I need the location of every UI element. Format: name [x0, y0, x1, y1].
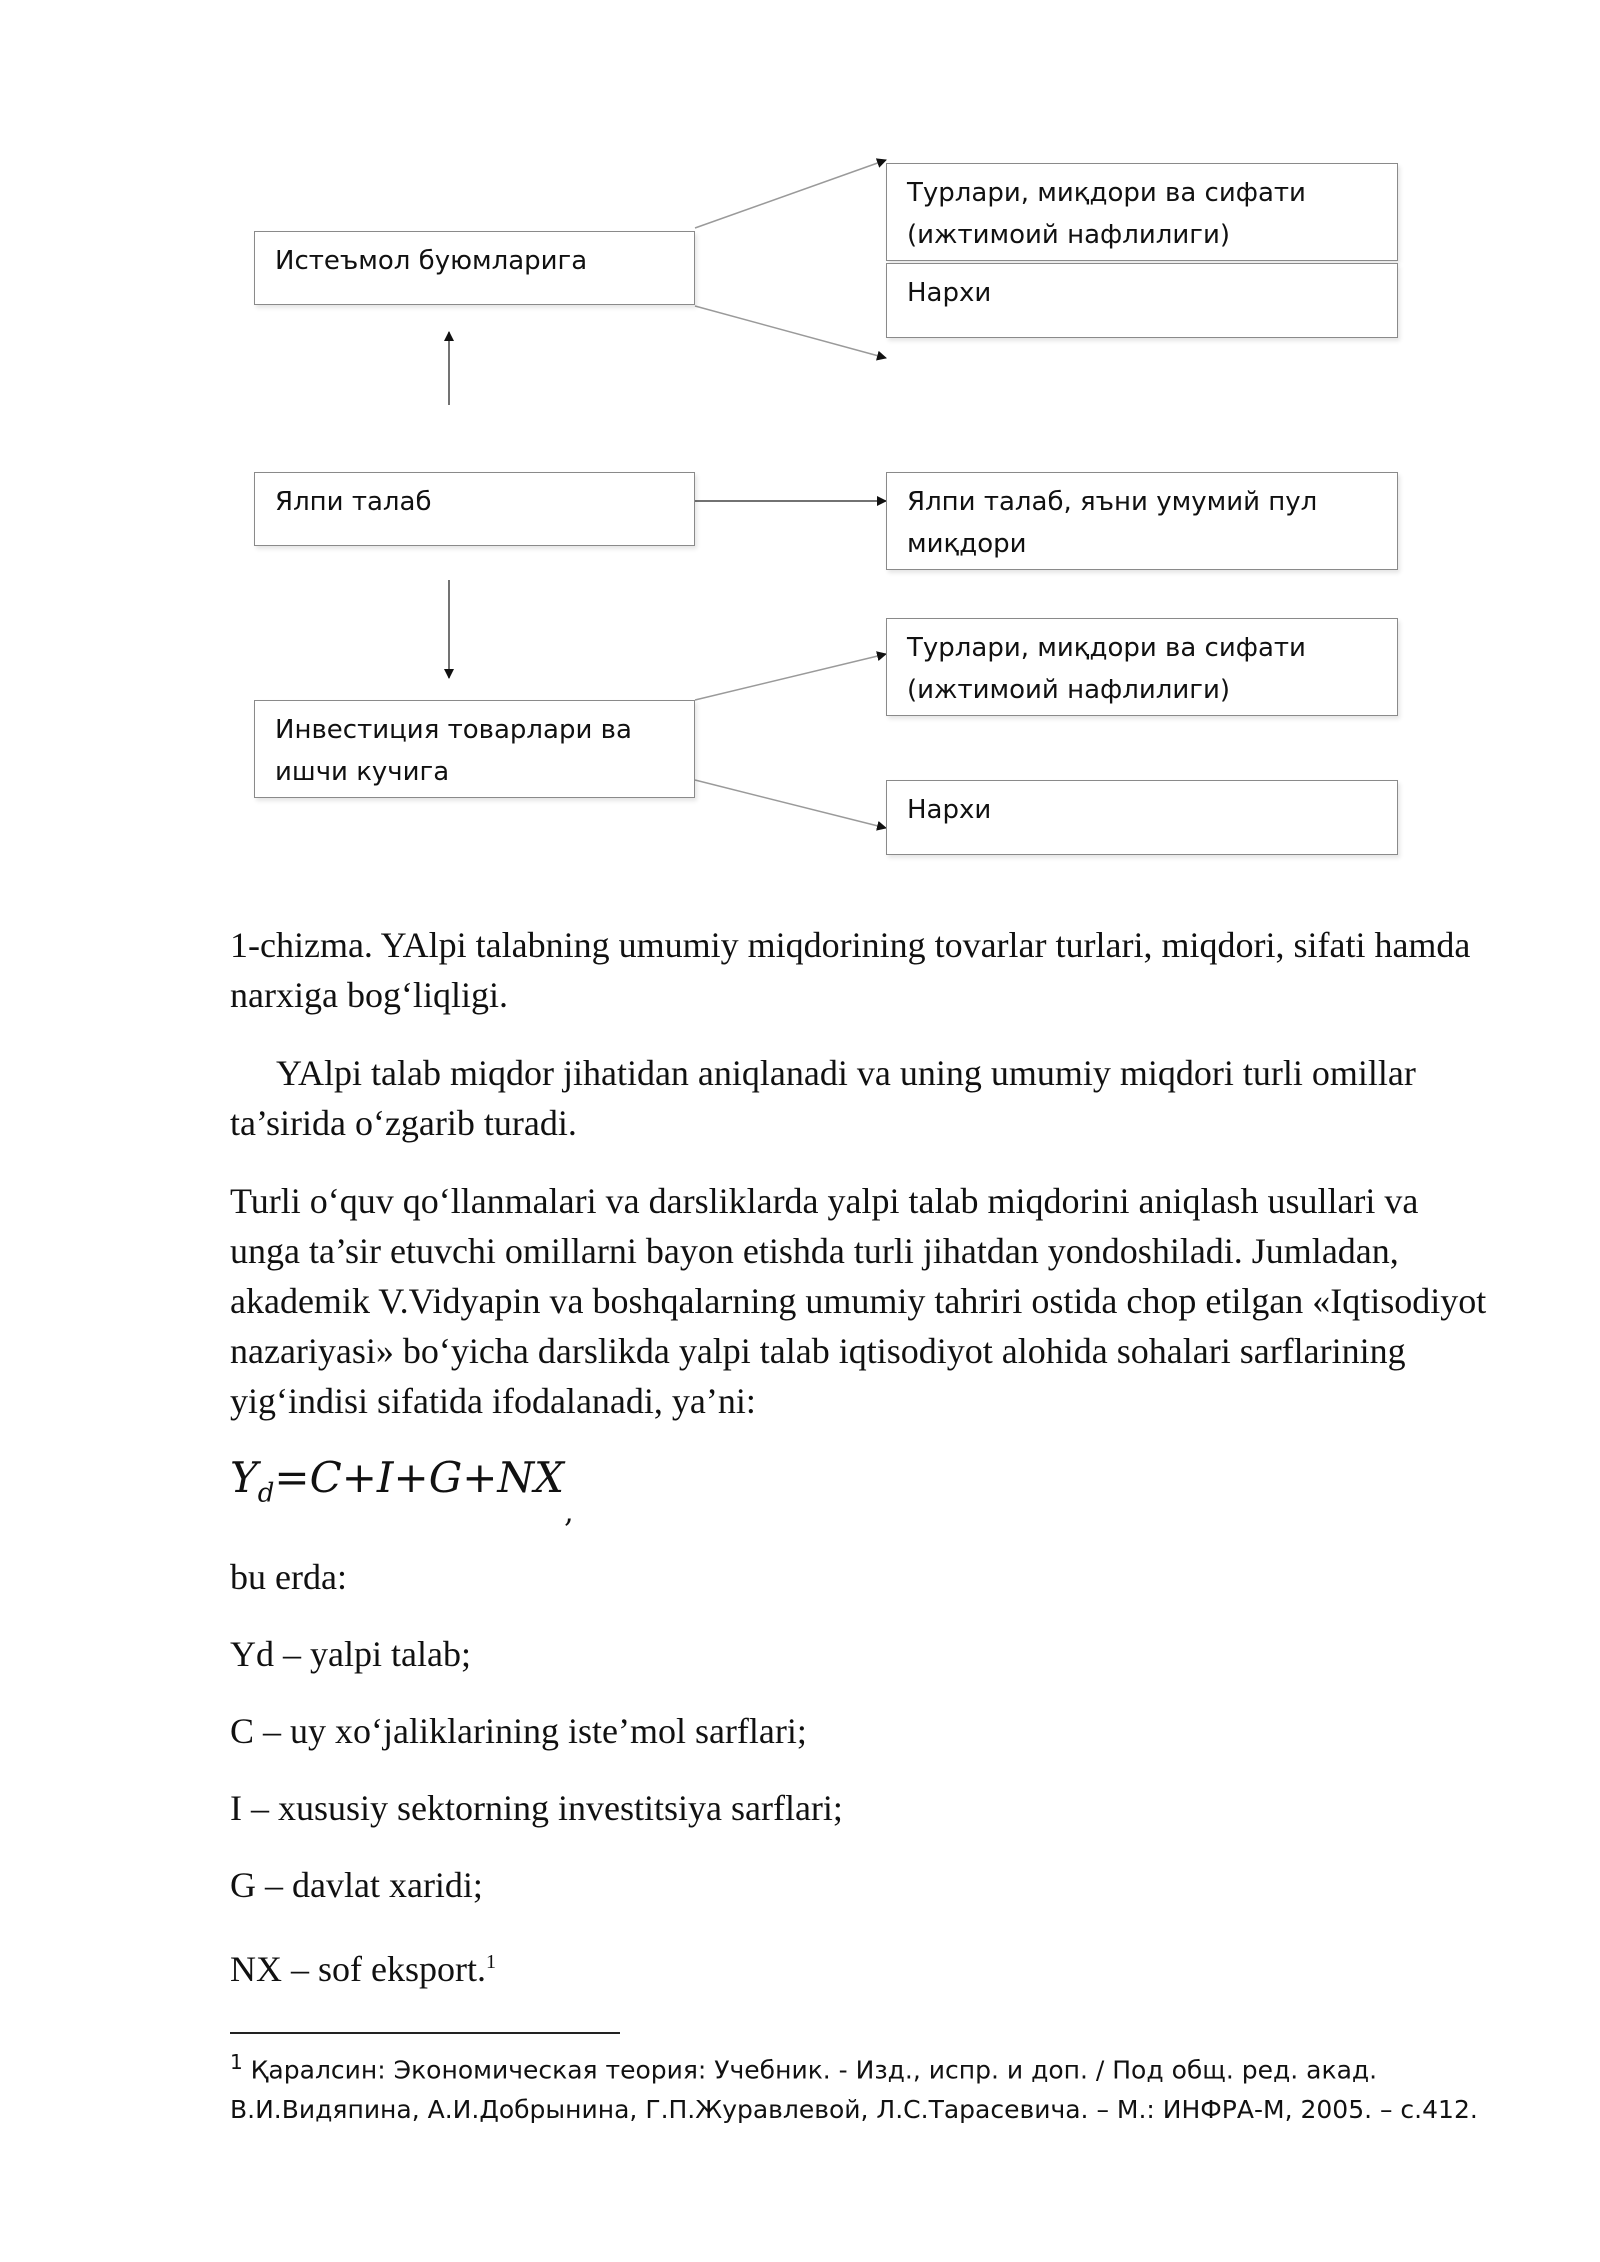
paragraph-2: Turli o‘quv qo‘llanmalari va darsliklarda yalpi talab miqdorini aniqlash usullari va unga ta’sir etuvchi omillarni bayon etishda turli jihatdan yondoshiladi. Jumladan, akademik V.Vidyapin va boshqalarning umumiy tahriri ostida chop etilgan «Iqtisodiyot nazariyasi» bo‘yicha darslikda yalpi talab iqtisodiyot alohida sohalari sarflarining yig‘indisi sifatida ifodalanadi, ya’ni: [230, 1181, 1487, 1421]
box-price-bottom [886, 780, 1398, 855]
definition-nx-text: NX – sof eksport. [230, 1949, 486, 1989]
footnote-number: 1 [230, 2050, 243, 2074]
box-investment-goods [254, 700, 695, 798]
box-consumer-goods-label: Истеъмол буюмларига [275, 246, 588, 276]
box-money-amount-label: Ялпи талаб, яъни умумий пул миқдори [907, 487, 1318, 559]
definition-nx [230, 1937, 1490, 1994]
box-price-bottom-label: Нархи [907, 795, 992, 825]
box-consumer-goods [254, 231, 695, 305]
bu-erda: bu erda: [230, 1557, 347, 1597]
arrow-consumer-to-types [695, 160, 886, 228]
paragraph-1: YAlpi talab miqdor jihatidan aniqlanadi va uning umumiy miqdori turli omillar ta’sirida o‘zgarib turadi. [230, 1053, 1416, 1143]
footnote-reference[interactable]: 1 [485, 1951, 496, 1973]
formula-y: Y [230, 1453, 258, 1502]
box-money-amount [886, 472, 1398, 570]
definition-i: I – xususiy sektorning investitsiya sarflari; [230, 1788, 843, 1828]
box-investment-goods-label: Инвестиция товарлари ва ишчи кучига [275, 715, 632, 787]
formula-rest: =C+I+G+NX [274, 1453, 565, 1502]
box-types-quantity-quality-top [886, 163, 1398, 261]
figure-caption: 1-chizma. YAlpi talabning umumiy miqdorining tovarlar turlari, miqdori, sifati hamda narxiga bog‘liqligi. [230, 925, 1471, 1015]
arrow-investment-to-price [695, 780, 886, 828]
arrow-consumer-to-price [695, 306, 886, 358]
footnote-text: Қаралсин: Экономическая теория: Учебник. - Изд., испр. и доп. / Под общ. ред. акад. В.И.Видяпина, А.И.Добрынина, Г.П.Журавлевой, Л.С.Тарасевича. – М.: ИНФРА-М, 2005. – с.412. [230, 2055, 1478, 2125]
formula-comma: , [564, 1495, 574, 1530]
definition-yd: Yd – yalpi talab; [230, 1634, 471, 1674]
diagram-arrows [0, 0, 1600, 880]
box-aggregate-demand-label: Ялпи талаб [275, 487, 432, 517]
footnote [230, 2042, 1490, 2130]
box-types-quantity-quality-bottom-label: Турлари, миқдори ва сифати (ижтимоий нафлилиги) [907, 633, 1306, 705]
box-aggregate-demand [254, 472, 695, 546]
box-types-quantity-quality-top-label: Турлари, миқдори ва сифати (ижтимоий нафлилиги) [907, 178, 1306, 250]
arrow-investment-to-types [695, 654, 886, 700]
formula-subscript: d [257, 1478, 275, 1509]
box-price-top-label: Нархи [907, 278, 992, 308]
box-price-top [886, 263, 1398, 338]
definition-c: C – uy xo‘jaliklarining iste’mol sarflari; [230, 1711, 807, 1751]
definition-g: G – davlat xaridi; [230, 1865, 483, 1905]
formula [230, 1450, 574, 1530]
footnote-separator [230, 2032, 620, 2034]
box-types-quantity-quality-bottom [886, 618, 1398, 716]
